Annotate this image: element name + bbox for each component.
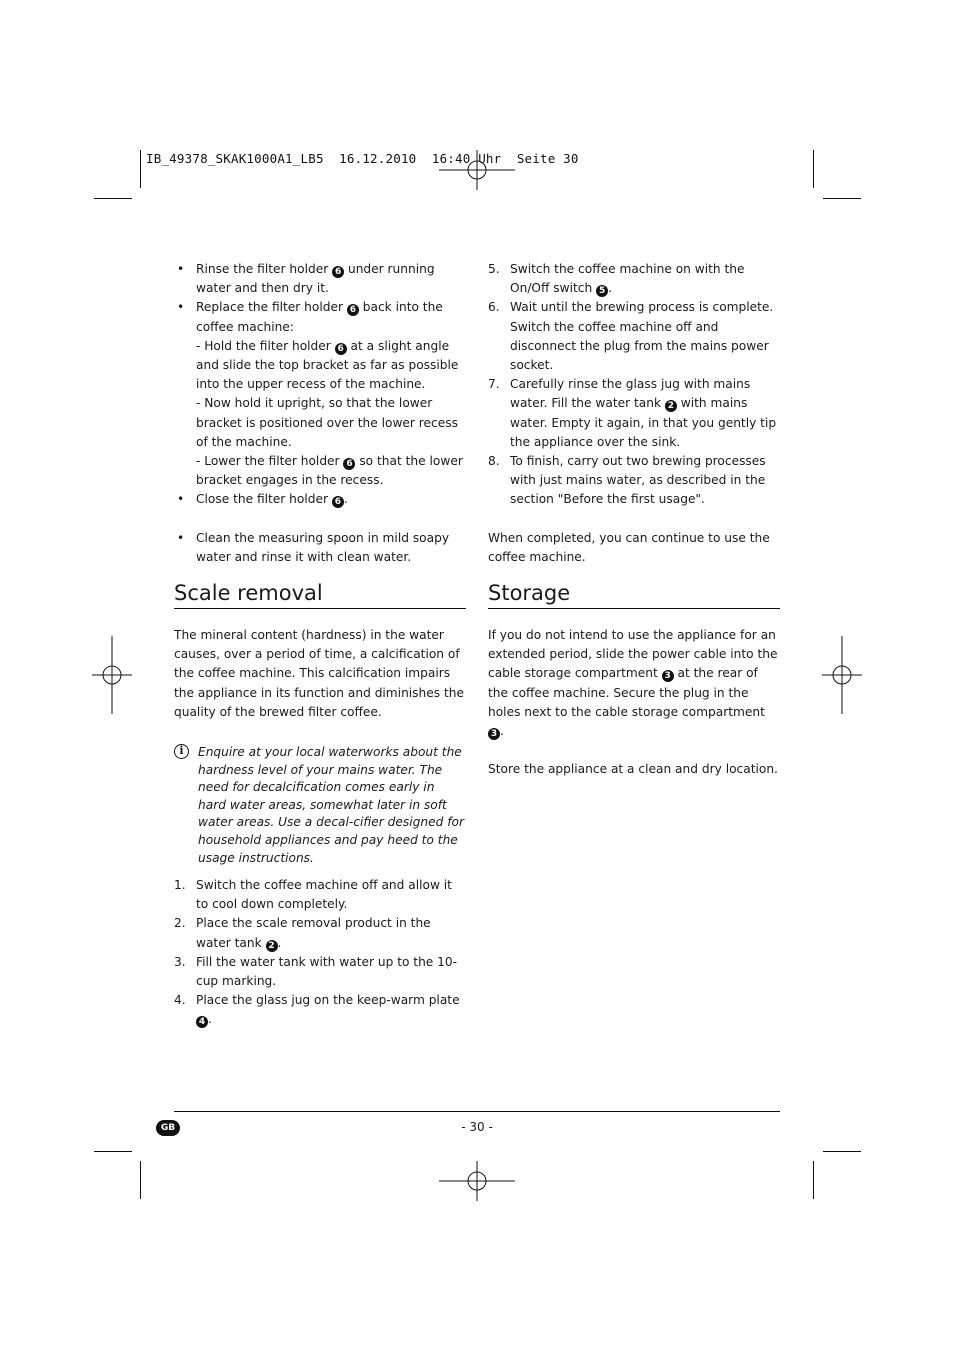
numbered-step: 4. Place the glass jug on the keep-warm plate 4 . — [174, 993, 460, 1028]
info-icon: i — [174, 744, 189, 759]
list-item: • Close the filter holder 6 . — [174, 490, 466, 509]
registration-mark-right — [822, 636, 862, 714]
registration-mark-bottom — [437, 1161, 517, 1201]
storage-text — [488, 626, 780, 779]
sub-step: - Lower the filter holder 6 so that the lower bracket engages in the recess. — [196, 454, 463, 488]
paragraph: If you do not intend to use the appliance for an extended period, slide the power cable into the cable storage compartment 3 at the rear of the coffee machine. Secure the plug in the holes next to the cable storage compartment 3 . — [488, 628, 778, 740]
section-heading-scale-removal: Scale removal — [174, 580, 466, 609]
numbered-step: 3. Fill the water tank with water up to the 10-cup marking. — [174, 954, 458, 989]
section-heading-storage: Storage — [488, 580, 780, 609]
reference-number: 4 — [196, 1016, 208, 1028]
reference-number: 5 — [596, 285, 608, 297]
right-top-column — [488, 260, 780, 567]
scale-steps — [174, 876, 466, 1030]
numbered-step: 8. To finish, carry out two brewing processes with just mains water, as described in the section "Before the first usage". — [488, 454, 766, 507]
reference-number: 6 — [343, 458, 355, 470]
numbered-step: 1. Switch the coffee machine off and allow it to cool down completely. — [174, 878, 452, 912]
print-slug: IB_49378_SKAK1000A1_LB5 16.12.2010 16:40 Uhr Seite 30 — [146, 151, 579, 166]
reference-number: 3 — [488, 728, 500, 740]
list-item: • Replace the filter holder 6 back into the coffee machine: - Hold the filter holder 6 at a slight angle and slide the top bracket as far as possible into the upper recess of the machine. - Now hold it upright, so that the lower bracket is positioned over the lower recess of the machine. - Lower the filter holder 6 so that the lower bracket engages in the recess. — [174, 298, 466, 490]
info-note: i Enquire at your local waterworks about the hardness level of your mains water. The need for decalcification comes early in hard water areas, somewhat later in soft water areas. Use a decal-cifier designed for household appliances and pay heed to the usage instructions. — [174, 744, 466, 867]
sub-step: - Now hold it upright, so that the lower bracket is positioned over the lower recess of the machine. — [196, 396, 458, 449]
numbered-step: 7. Carefully rinse the glass jug with mains water. Fill the water tank 2 with mains water. Empty it again, in that you gently tip the appliance over the sink. — [488, 377, 777, 449]
reference-number: 3 — [662, 670, 674, 682]
reference-number: 6 — [332, 266, 344, 278]
reference-number: 2 — [266, 940, 278, 952]
reference-number: 2 — [665, 400, 677, 412]
paragraph: When completed, you can continue to use the coffee machine. — [488, 530, 770, 564]
language-badge: GB — [156, 1120, 180, 1136]
registration-mark-left — [92, 636, 132, 714]
numbered-step: 5. Switch the coffee machine on with the On/Off switch 5 . — [488, 262, 745, 297]
scale-intro: The mineral content (hardness) in the water causes, over a period of time, a calcification of the coffee machine. This calcification impairs the appliance in its function and diminishes the quality of the brewed filter coffee. — [174, 628, 464, 719]
reference-number: 6 — [335, 343, 347, 355]
footer-rule — [174, 1111, 780, 1112]
numbered-step: 6. Wait until the brewing process is complete. Switch the coffee machine off and disconnect the plug from the mains power socket. — [488, 300, 774, 373]
sub-step: - Hold the filter holder 6 at a slight angle and slide the top bracket as far as possible into the upper recess of the machine. — [196, 338, 459, 392]
registration-mark-top — [437, 150, 517, 190]
reference-number: 6 — [347, 304, 359, 316]
page-number: - 30 - — [461, 1120, 493, 1134]
reference-number: 6 — [332, 496, 344, 508]
left-top-column — [174, 260, 466, 567]
list-item: • Rinse the filter holder 6 under running water and then dry it. — [174, 260, 466, 298]
list-item: • Clean the measuring spoon in mild soapy water and rinse it with clean water. — [174, 529, 466, 567]
numbered-step: 2. Place the scale removal product in the water tank 2 . — [174, 916, 431, 951]
paragraph: Store the appliance at a clean and dry location. — [488, 762, 778, 777]
